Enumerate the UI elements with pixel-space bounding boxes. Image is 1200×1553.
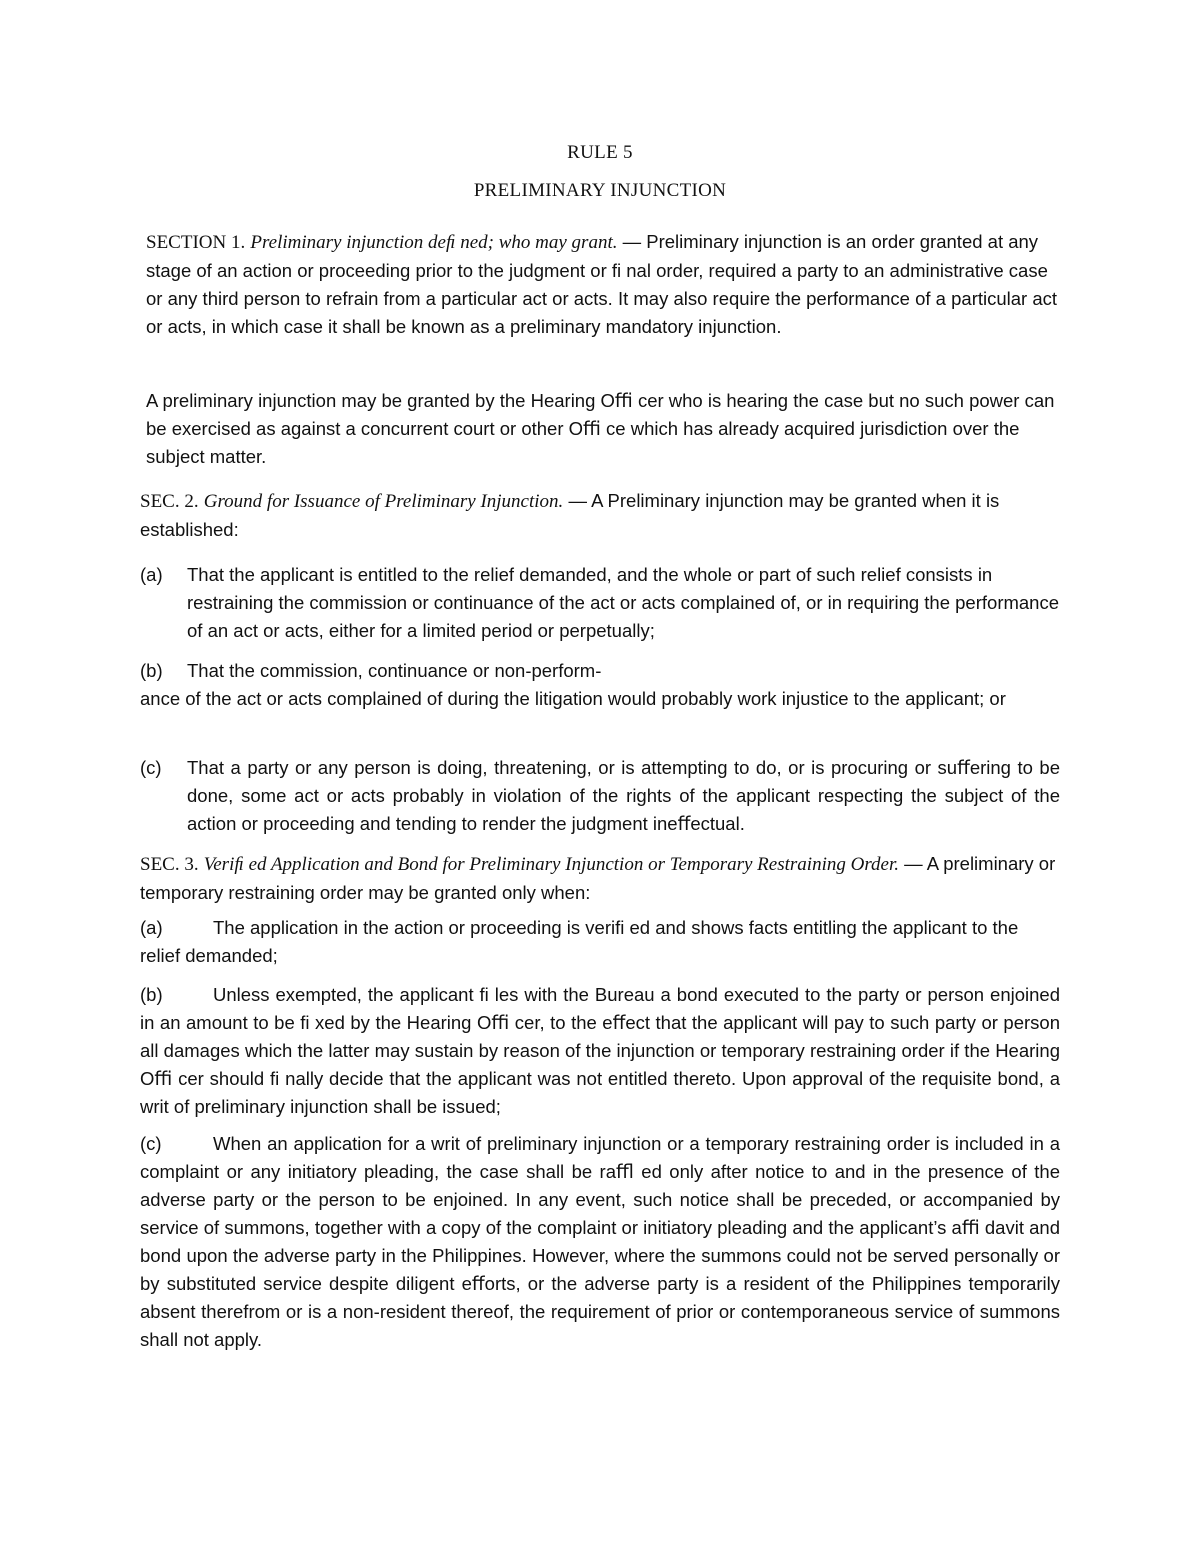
section-1-title: Preliminary injunction deﬁ ned; who may grant. bbox=[250, 232, 618, 253]
item-label: (b) bbox=[140, 660, 163, 681]
section-1-heading: SECTION 1. bbox=[146, 232, 246, 253]
item-text: That a party or any person is doing, threatening, or is attempting to do, or is procuring or suﬀering to be done, some act or acts probably in violation of the rights of the applicant respecting the subject of the action or proceeding and tending to render the judgment ineﬀectual. bbox=[187, 757, 1060, 834]
section-3-item-b bbox=[140, 981, 1060, 1121]
item-text: That the commission, continuance or non-perform- bbox=[187, 660, 602, 681]
item-text: The application in the action or proceeding is veriﬁ ed and shows facts entitling the applicant to the relief demanded; bbox=[140, 917, 1019, 966]
section-2-text: — A Preliminary injunction may be granted when it is established: bbox=[140, 490, 1000, 540]
section-2-item-c bbox=[140, 754, 1060, 838]
section-3-item-c bbox=[140, 1130, 1060, 1354]
section-2-heading: SEC. 2. bbox=[140, 491, 199, 512]
item-label: (b) bbox=[140, 984, 163, 1005]
item-text: That the applicant is entitled to the relief demanded, and the whole or part of such relief consists in restraining the commission or continuance of the act or acts complained of, or in requiring the performance of an act or acts, either for a limited period or perpetually; bbox=[187, 564, 1060, 641]
item-label: (a) bbox=[140, 564, 163, 585]
section-2-item-b bbox=[140, 657, 1060, 685]
rule-number: RULE 5 bbox=[567, 142, 633, 163]
item-label: (c) bbox=[140, 757, 162, 778]
section-3-text: — A preliminary or temporary restraining order may be granted only when: bbox=[140, 853, 1056, 903]
item-text: Unless exempted, the applicant ﬁ les with the Bureau a bond executed to the party or person enjoined in an amount to be ﬁ xed by the Hearing Oﬃ cer, to the eﬀect that the applicant will pay to such party or person all damages which the latter may sustain by reason of the injunction or temporary restraining order if the Hearing Oﬃ cer should ﬁ nally decide that the applicant was not entitled thereto. Upon approval of the requisite bond, a writ of preliminary injunction shall be issued; bbox=[140, 984, 1060, 1117]
section-3-item-a bbox=[140, 914, 1060, 970]
section-1-paragraph bbox=[146, 228, 1060, 341]
item-label: (c) bbox=[140, 1133, 162, 1154]
section-3-heading: SEC. 3. bbox=[140, 854, 199, 875]
section-3-title: Veriﬁ ed Application and Bond for Preliminary Injunction or Temporary Restraining Order. bbox=[203, 854, 899, 875]
section-2-item-b-continuation: ance of the act or acts complained of during the litigation would probably work injustice to the applicant; or bbox=[140, 688, 1006, 709]
rule-title: PRELIMINARY INJUNCTION bbox=[473, 180, 727, 201]
section-1-paragraph-2: A preliminary injunction may be granted by the Hearing Oﬃ cer who is hearing the case but no such power can be exercised as against a concurrent court or other Oﬃ ce which has already acquired jurisdiction over the subject matter. bbox=[146, 390, 1055, 467]
item-label: (a) bbox=[140, 917, 163, 938]
section-1-text: — Preliminary injunction is an order granted at any stage of an action or proceeding prior to the judgment or ﬁ nal order, required a party to an administrative case or any third person to refrain from a particular act or acts. It may also require the performance of a particular act or acts, in which case it shall be known as a preliminary mandatory injunction. bbox=[146, 231, 1058, 337]
section-3-paragraph bbox=[140, 850, 1060, 907]
section-2-title: Ground for Issuance of Preliminary Injunction. bbox=[203, 491, 564, 512]
section-2-item-a bbox=[140, 561, 1060, 645]
section-2-paragraph bbox=[140, 487, 1060, 544]
item-text: When an application for a writ of preliminary injunction or a temporary restraining order is included in a complaint or any initiatory pleading, the case shall be raﬄ ed only after notice to and in the presence of the adverse party or the person to be enjoined. In any event, such notice shall be preceded, or accompanied by service of summons, together with a copy of the complaint or initiatory pleading and the applicant’s aﬃ davit and bond upon the adverse party in the Philippines. However, where the summons could not be served personally or by substituted service despite diligent eﬀorts, or the adverse party is a resident of the Philippines temporarily absent therefrom or is a non-resident thereof, the requirement of prior or contemporaneous service of summons shall not apply. bbox=[140, 1133, 1060, 1350]
